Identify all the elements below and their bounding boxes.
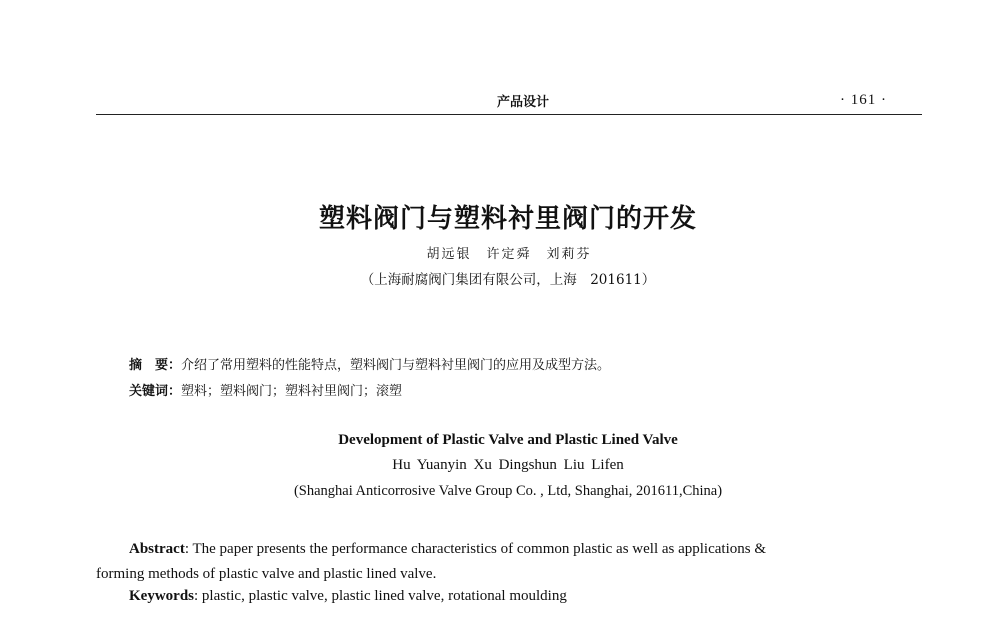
english-abstract-line2: forming methods of plastic valve and plastic lined valve.	[96, 566, 437, 582]
english-affiliation: (Shanghai Anticorrosive Valve Group Co. , Ltd, Shanghai, 201611,China)	[293, 483, 723, 499]
english-keywords	[129, 588, 567, 605]
running-header-section: 产品设计	[496, 95, 549, 110]
english-abstract-label: Abstract	[129, 541, 185, 557]
chinese-abstract-text: 介绍了常用塑料的性能特点，塑料阀门与塑料衬里阀门的应用及成型方法。	[181, 358, 611, 373]
chinese-keywords-text: 塑料；塑料阀门；塑料衬里阀门；滚塑	[181, 384, 403, 399]
english-keywords-text: : plastic, plastic valve, plastic lined valve, rotational moulding	[194, 588, 567, 604]
chinese-title: 塑料阀门与塑料衬里阀门的开发	[318, 204, 697, 234]
english-keywords-label: Keywords	[129, 588, 194, 604]
english-abstract	[96, 537, 926, 587]
chinese-abstract-label: 摘 要：	[129, 358, 182, 373]
chinese-authors: 胡远银 许定舜 刘莉芬	[426, 247, 592, 262]
page-number: · 161 ·	[840, 92, 887, 108]
english-abstract-line1: : The paper presents the performance characteristics of common plastic as well as applications &	[184, 541, 767, 557]
header-rule	[96, 114, 922, 115]
chinese-affiliation: （上海耐腐阀门集团有限公司，上海 201611）	[360, 272, 656, 288]
english-title: Development of Plastic Valve and Plastic Lined Valve	[338, 432, 678, 448]
english-authors: Hu Yuanyin Xu Dingshun Liu Lifen	[392, 457, 624, 473]
chinese-abstract	[129, 354, 610, 373]
chinese-keywords-label: 关键词：	[129, 384, 182, 399]
chinese-keywords	[129, 380, 402, 399]
